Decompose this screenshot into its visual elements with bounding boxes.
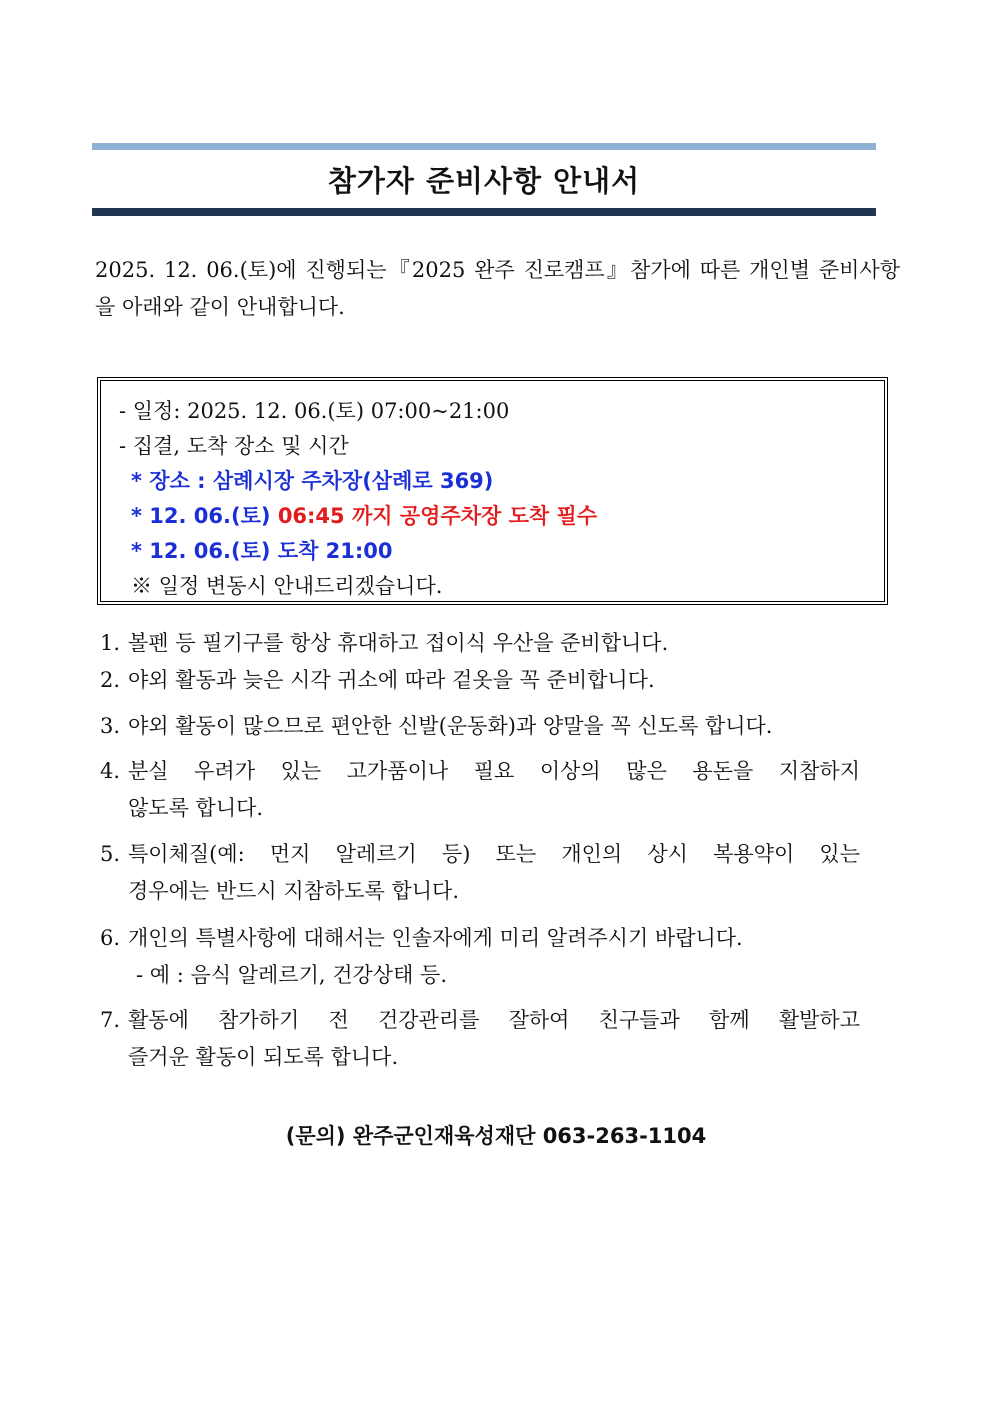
- list-item: [100, 662, 860, 699]
- schedule-note: ※ 일정 변동시 안내드리겠습니다.: [131, 574, 443, 598]
- schedule-box-inner: [100, 380, 885, 602]
- page-title: 참가자 준비사항 안내서: [327, 163, 641, 198]
- item-text-line-2: 않도록 합니다.: [128, 796, 264, 820]
- item-number: 1.: [100, 631, 121, 655]
- item-text: 야외 활동과 늦은 시각 귀소에 따라 겉옷을 꼭 준비합니다.: [128, 668, 655, 692]
- item-number: 3.: [100, 714, 121, 738]
- intro-line-2: 을 아래와 같이 안내합니다.: [95, 295, 345, 319]
- schedule-arrive-date: * 12. 06.(토): [131, 504, 278, 528]
- item-text-line-2: 즐거운 활동이 되도록 합니다.: [128, 1045, 399, 1069]
- item-text: 야외 활동이 많으므로 편안한 신발(운동화)과 양말을 꼭 신도록 합니다.: [128, 714, 773, 738]
- schedule-arrive-deadline: 06:45 까지 공영주차장 도착 필수: [277, 504, 598, 528]
- list-item: [100, 1002, 860, 1076]
- schedule-date: - 일정: 2025. 12. 06.(토) 07:00~21:00: [119, 399, 510, 423]
- title-bottom-rule: [92, 208, 876, 216]
- item-text-line-1: 개인의 특별사항에 대해서는 인솔자에게 미리 알려주시기 바랍니다.: [128, 926, 743, 950]
- item-number: 2.: [100, 668, 121, 692]
- item-number: 5.: [100, 842, 121, 866]
- list-item: [100, 625, 860, 662]
- item-example-line: - 예 : 음식 알레르기, 건강상태 등.: [136, 963, 448, 987]
- item-text: 볼펜 등 필기구를 항상 휴대하고 접이식 우산을 준비합니다.: [128, 631, 669, 655]
- item-number: 4.: [100, 759, 121, 783]
- item-text-line-2: 경우에는 반드시 지참하도록 합니다.: [128, 879, 459, 903]
- list-item: [100, 708, 860, 745]
- item-number: 7.: [100, 1008, 121, 1032]
- item-text-line-1: 분실 우려가 있는 고가품이나 필요 이상의 많은 용돈을 지참하지: [128, 759, 860, 783]
- intro-paragraph: [95, 252, 900, 326]
- list-item: [100, 920, 860, 994]
- schedule-arrive: [119, 499, 884, 534]
- schedule-box: [97, 377, 888, 605]
- schedule-return: * 12. 06.(토) 도착 21:00: [131, 539, 393, 563]
- list-item: [100, 836, 860, 910]
- item-text-line-1: 활동에 참가하기 전 건강관리를 잘하여 친구들과 함께 활발하고: [128, 1008, 860, 1032]
- item-text-line-1: 특이체질(예: 먼지 알레르기 등) 또는 개인의 상시 복용약이 있는: [128, 842, 860, 866]
- schedule-place: * 장소 : 삼례시장 주차장(삼례로 369): [131, 469, 494, 493]
- item-number: 6.: [100, 926, 121, 950]
- schedule-gather-heading: - 집결, 도착 장소 및 시간: [119, 434, 349, 458]
- intro-line-1: 2025. 12. 06.(토)에 진행되는『2025 완주 진로캠프』참가에 따른 개인별 준비사항: [95, 258, 900, 282]
- contact-info: (문의) 완주군인재육성재단 063-263-1104: [285, 1124, 707, 1148]
- list-item: [100, 753, 860, 827]
- title-top-rule: [92, 143, 876, 150]
